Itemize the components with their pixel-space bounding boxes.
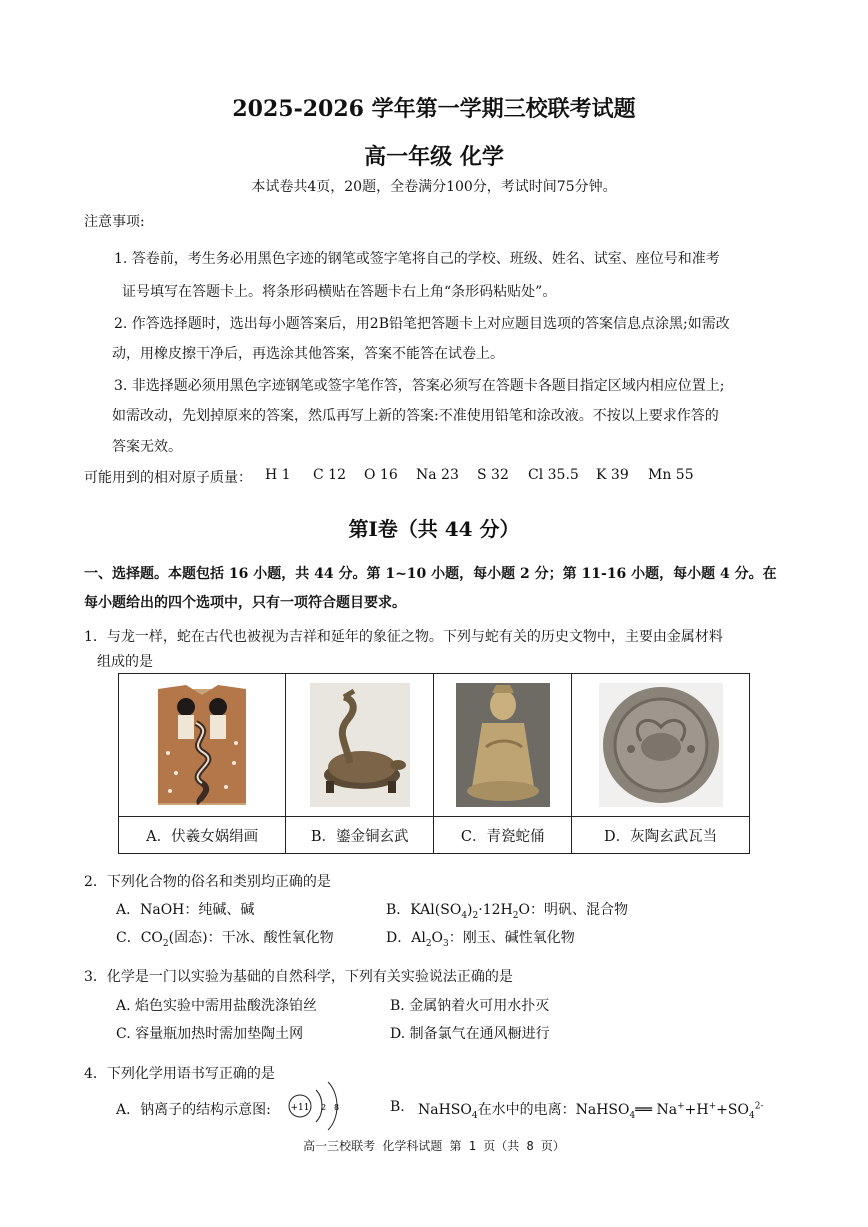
shell-1-electrons: 2 bbox=[321, 1103, 327, 1112]
q1-caption-c: C．青瓷蛇俑 bbox=[434, 817, 572, 854]
exam-info: 本试卷共4页，20题，全卷满分100分，考试时间75分钟。 bbox=[251, 179, 617, 195]
atomic-masses-label: 可能用到的相对原子质量： bbox=[84, 470, 252, 486]
silk-painting-image bbox=[156, 683, 248, 807]
note-3-line-2: 如需改动，先划掉原来的答案，然瓜再写上新的答案:不准使用铅笔和涂改液。不按以上要求作答的 bbox=[112, 408, 719, 424]
page-footer: 高一三校联考 化学科试题 第 1 页（共 8 页） bbox=[303, 1139, 565, 1153]
shell-2-electrons: 8 bbox=[334, 1103, 340, 1112]
q4-option-b-label: B. bbox=[390, 1099, 405, 1115]
section-instructions-line-1: 一、选择题。本题包括 16 小题，共 44 分。第 1~10 小题，每小题 2 分；第 11-16 小题，每小题 4 分。在 bbox=[84, 566, 777, 582]
q3-option-b: B. 金属钠着火可用水扑灭 bbox=[390, 998, 550, 1014]
q2-option-c: C．$CO_2$(固态)：干冰、酸性氧化物 bbox=[116, 930, 334, 949]
q2-option-b: B．$KAl(SO_4)_2\cdot 12H_2O$：明矾、混合物 bbox=[386, 902, 628, 921]
q1-stem-line-1: 1．与龙一样，蛇在古代也被视为吉祥和延年的象征之物。下列与蛇有关的历史文物中，主要由金属材料 bbox=[84, 629, 723, 645]
q2-option-a: A．NaOH：纯碱、碱 bbox=[116, 902, 255, 918]
q1-artifact-table bbox=[118, 673, 750, 854]
q2-option-d: D．$Al_2O_3$：刚玉、碱性氧化物 bbox=[386, 930, 575, 949]
q4-stem: 4．下列化学用语书写正确的是 bbox=[84, 1066, 275, 1082]
note-3-line-3: 答案无效。 bbox=[112, 439, 182, 455]
q1-image-cell-c bbox=[434, 674, 572, 817]
gilt-bronze-xuanwu-image bbox=[310, 683, 410, 807]
q1-image-cell-a bbox=[119, 674, 286, 817]
atomic-mass-cl: Cl 35.5 bbox=[528, 467, 579, 483]
note-3-line-1: 3. 非选择题必须用黑色字迹钢笔或签字笔作答，答案必须写在答题卡各题目指定区域内相应位置上; bbox=[114, 378, 725, 394]
q3-option-c: C. 容量瓶加热时需加垫陶土网 bbox=[116, 1026, 304, 1042]
atomic-mass-s: S 32 bbox=[477, 467, 509, 483]
q1-stem-line-2: 组成的是 bbox=[97, 654, 153, 670]
nucleus-charge-label: +11 bbox=[290, 1103, 310, 1113]
section-instructions-line-2: 每小题给出的四个选项中，只有一项符合题目要求。 bbox=[84, 595, 406, 611]
atomic-mass-c: C 12 bbox=[313, 467, 346, 483]
notes-heading: 注意事项: bbox=[84, 214, 145, 230]
atomic-mass-mn: Mn 55 bbox=[648, 467, 694, 483]
note-1-line-2: 证号填写在答题卡上。将条形码横贴在答题卡右上角“条形码粘贴处”。 bbox=[122, 284, 557, 300]
atomic-mass-k: K 39 bbox=[596, 467, 629, 483]
note-2-line-2: 动，用橡皮擦干净后，再选涂其他答案，答案不能答在试卷上。 bbox=[112, 346, 504, 362]
q3-option-d: D. 制备氯气在通风橱进行 bbox=[390, 1026, 550, 1042]
q2-stem: 2．下列化合物的俗名和类别均正确的是 bbox=[84, 874, 331, 890]
gray-pottery-tile-end-image bbox=[599, 683, 723, 807]
celadon-snake-figurine-image bbox=[456, 683, 550, 807]
exam-title: 2025-2026 学年第一学期三校联考试题 bbox=[232, 96, 636, 122]
atomic-mass-o: O 16 bbox=[364, 467, 398, 483]
sodium-ion-structure-diagram bbox=[286, 1074, 356, 1138]
q1-image-cell-b bbox=[286, 674, 434, 817]
atomic-mass-h: H 1 bbox=[265, 467, 291, 483]
note-2-line-1: 2. 作答选择题时，选出每小题答案后，用2B铅笔把答题卡上对应题目选项的答案信息点涂黑;如需改 bbox=[114, 316, 730, 332]
q1-image-cell-d bbox=[572, 674, 750, 817]
q1-caption-a: A．伏羲女娲绢画 bbox=[119, 817, 286, 854]
atomic-mass-na: Na 23 bbox=[416, 467, 459, 483]
q4-option-b: NaHSO$_4$在水中的电离：NaHSO$_4$══ $Na^++H^++SO_4^{2-}$ bbox=[418, 1101, 764, 1121]
q4-option-a: A．钠离子的结构示意图: bbox=[116, 1102, 271, 1118]
exam-subtitle: 高一年级 化学 bbox=[364, 144, 504, 170]
q3-option-a: A. 焰色实验中需用盐酸洗涤铂丝 bbox=[116, 998, 318, 1014]
section-title: 第Ⅰ卷（共 44 分） bbox=[348, 517, 520, 541]
q3-stem: 3．化学是一门以实验为基础的自然科学，下列有关实验说法正确的是 bbox=[84, 969, 513, 985]
q1-caption-d: D．灰陶玄武瓦当 bbox=[572, 817, 750, 854]
note-1-line-1: 1. 答卷前，考生务必用黑色字迹的钢笔或签字笔将自己的学校、班级、姓名、试室、座位号和准考 bbox=[114, 251, 720, 267]
q1-caption-b: B．鎏金铜玄武 bbox=[286, 817, 434, 854]
